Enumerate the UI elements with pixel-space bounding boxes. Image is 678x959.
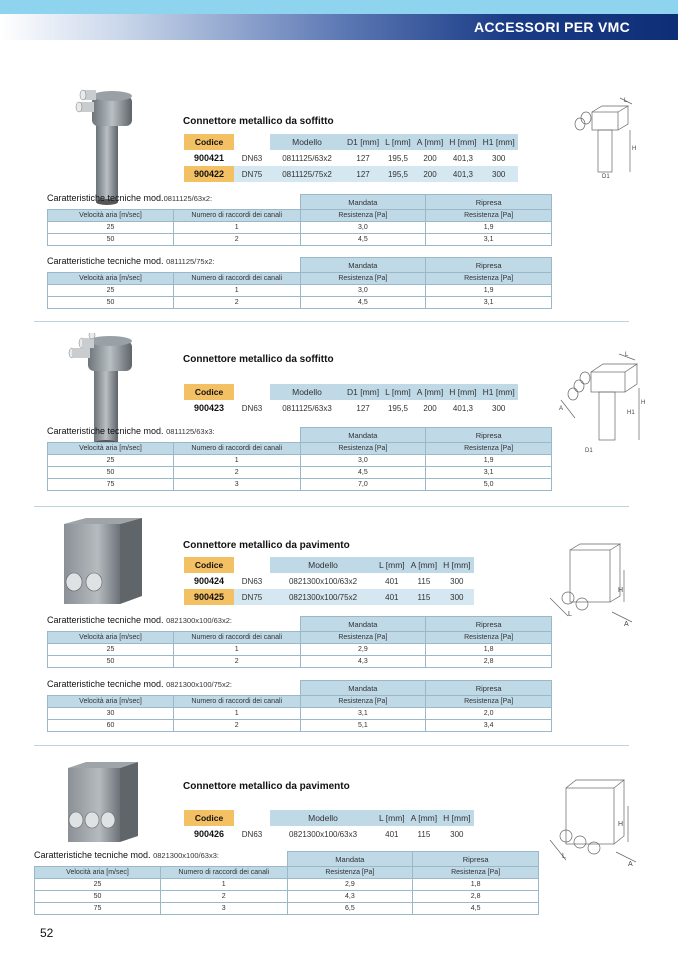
table-row <box>48 234 552 246</box>
ripresa-cell: 4,5 <box>413 903 539 915</box>
velocita-cell: 25 <box>48 285 174 297</box>
col-dn <box>234 810 270 826</box>
col-a: A [mm] <box>414 134 446 150</box>
table-row <box>184 589 474 605</box>
char-table <box>47 257 552 309</box>
mandata-cell: 6,5 <box>287 903 413 915</box>
ripresa-header: Ripresa <box>426 428 552 443</box>
table-row <box>48 297 552 309</box>
raccordi-cell: 3 <box>174 479 301 491</box>
mandata-cell: 4,3 <box>300 656 426 668</box>
ripresa-cell: 3,4 <box>426 720 552 732</box>
velocita-header: Velocità aria [m/sec] <box>48 273 174 285</box>
resistenza-header: Resistenza [Pa] <box>300 210 426 222</box>
table-row <box>48 720 552 732</box>
table-row <box>48 656 552 668</box>
char-table <box>34 851 539 915</box>
modello-cell: 0821300x100/63x3 <box>288 829 358 839</box>
mandata-header: Mandata <box>287 852 413 867</box>
ripresa-cell: 2,8 <box>413 891 539 903</box>
col-d1: D1 [mm] <box>344 134 382 150</box>
spec-table <box>184 557 474 605</box>
table-row <box>48 455 552 467</box>
resistenza-header: Resistenza [Pa] <box>413 867 539 879</box>
dn-cell: DN63 <box>241 829 263 839</box>
h1-cell: 300 <box>492 403 506 413</box>
raccordi-cell: 1 <box>174 222 301 234</box>
raccordi-cell: 2 <box>174 720 301 732</box>
mandata-cell: 3,0 <box>300 455 426 467</box>
l-cell: 401 <box>385 829 399 839</box>
char-table <box>47 194 552 246</box>
floor-connector-diagram <box>540 540 640 630</box>
mandata-cell: 4,5 <box>300 234 426 246</box>
mandata-cell: 3,0 <box>300 285 426 297</box>
modello-cell: 0811125/75x2 <box>270 166 344 182</box>
velocita-cell: 25 <box>48 644 174 656</box>
ripresa-cell: 3,1 <box>426 234 552 246</box>
modello-cell: 0821300x100/63x2 <box>288 576 358 586</box>
table-row <box>48 285 552 297</box>
velocita-cell: 75 <box>35 903 161 915</box>
col-d1: D1 [mm] <box>344 384 382 400</box>
mandata-cell: 4,5 <box>300 297 426 309</box>
dim-label-l: L <box>625 352 629 358</box>
char-table <box>47 680 552 732</box>
ceiling-connector-2-image <box>72 86 142 206</box>
ripresa-cell: 3,1 <box>426 297 552 309</box>
d1-cell: 127 <box>356 403 370 413</box>
ripresa-cell: 1,9 <box>426 285 552 297</box>
raccordi-header: Numero di raccordi dei canali <box>174 443 301 455</box>
mandata-cell: 2,9 <box>300 644 426 656</box>
col-l: L [mm] <box>382 384 414 400</box>
raccordi-cell: 2 <box>161 891 288 903</box>
resistenza-header: Resistenza [Pa] <box>426 210 552 222</box>
velocita-header: Velocità aria [m/sec] <box>35 867 161 879</box>
resistenza-header: Resistenza [Pa] <box>287 867 413 879</box>
product-title: Connettore metallico da pavimento <box>183 781 350 792</box>
raccordi-cell: 1 <box>174 644 301 656</box>
ripresa-cell: 5,0 <box>426 479 552 491</box>
ripresa-cell: 2,0 <box>426 708 552 720</box>
ripresa-header: Ripresa <box>426 258 552 273</box>
h1-cell: 300 <box>492 153 506 163</box>
spec-table <box>184 134 518 182</box>
dim-label-d1: D1 <box>602 174 610 180</box>
l-cell: 401 <box>385 576 399 586</box>
col-a: A [mm] <box>414 384 446 400</box>
resistenza-header: Resistenza [Pa] <box>426 632 552 644</box>
spec-table <box>184 384 518 416</box>
dim-label-h: H <box>618 821 624 828</box>
char-model: 0821300x100/75x2: <box>166 680 232 689</box>
ceiling-connector-diagram <box>558 94 638 180</box>
raccordi-cell: 2 <box>174 656 301 668</box>
table-row <box>35 891 539 903</box>
raccordi-cell: 1 <box>174 455 301 467</box>
raccordi-header: Numero di raccordi dei canali <box>174 632 301 644</box>
velocita-header: Velocità aria [m/sec] <box>48 696 174 708</box>
floor-connector-3-image <box>64 760 144 844</box>
col-a: A [mm] <box>408 810 440 826</box>
table-row <box>48 479 552 491</box>
mandata-header: Mandata <box>300 195 426 210</box>
dim-label-a: A <box>624 621 629 628</box>
section-divider <box>34 506 629 507</box>
velocita-header: Velocità aria [m/sec] <box>48 632 174 644</box>
section-divider <box>34 745 629 746</box>
velocita-cell: 25 <box>48 222 174 234</box>
char-model: 0821300x100/63x2: <box>166 616 232 625</box>
table-row <box>35 903 539 915</box>
dim-label-h: H <box>618 587 624 594</box>
mandata-cell: 2,9 <box>287 879 413 891</box>
char-table <box>47 616 552 668</box>
velocita-cell: 50 <box>48 656 174 668</box>
ripresa-header: Ripresa <box>426 617 552 632</box>
raccordi-cell: 2 <box>174 234 301 246</box>
codice-cell: 900425 <box>184 589 234 605</box>
mandata-cell: 4,3 <box>287 891 413 903</box>
col-modello: Modello <box>270 810 376 826</box>
table-row <box>35 879 539 891</box>
col-h1: H1 [mm] <box>480 134 518 150</box>
l-cell: 401 <box>376 589 408 605</box>
raccordi-header: Numero di raccordi dei canali <box>174 696 301 708</box>
char-label: Caratteristiche tecniche mod. <box>47 615 164 625</box>
h1-cell: 300 <box>480 166 518 182</box>
mandata-header: Mandata <box>300 258 426 273</box>
velocita-header: Velocità aria [m/sec] <box>48 443 174 455</box>
a-cell: 200 <box>423 153 437 163</box>
velocita-cell: 50 <box>48 297 174 309</box>
velocita-cell: 50 <box>48 467 174 479</box>
ripresa-header: Ripresa <box>426 681 552 696</box>
char-model: 0811125/63x3: <box>166 427 215 436</box>
a-cell: 200 <box>423 403 437 413</box>
ripresa-cell: 1,8 <box>413 879 539 891</box>
raccordi-cell: 1 <box>161 879 288 891</box>
raccordi-cell: 2 <box>174 297 301 309</box>
table-row <box>48 708 552 720</box>
char-table <box>47 427 552 491</box>
col-l: L [mm] <box>376 810 408 826</box>
l-cell: 195,5 <box>387 403 408 413</box>
dim-label-l: L <box>562 853 566 860</box>
resistenza-header: Resistenza [Pa] <box>300 273 426 285</box>
col-h: H [mm] <box>446 384 479 400</box>
col-codice: Codice <box>184 810 234 826</box>
col-codice: Codice <box>184 557 234 573</box>
mandata-header: Mandata <box>300 428 426 443</box>
raccordi-cell: 3 <box>161 903 288 915</box>
char-label: Caratteristiche tecniche mod. <box>47 193 164 203</box>
dn-cell: DN63 <box>241 576 263 586</box>
table-row <box>184 150 518 166</box>
char-label: Caratteristiche tecniche mod. <box>47 679 164 689</box>
floor-connector-3-diagram <box>544 776 640 870</box>
ripresa-cell: 1,9 <box>426 222 552 234</box>
col-h: H [mm] <box>446 134 479 150</box>
resistenza-header: Resistenza [Pa] <box>300 443 426 455</box>
resistenza-header: Resistenza [Pa] <box>426 273 552 285</box>
l-cell: 195,5 <box>387 153 408 163</box>
raccordi-header: Numero di raccordi dei canali <box>174 210 301 222</box>
a-cell: 200 <box>414 166 446 182</box>
resistenza-header: Resistenza [Pa] <box>300 632 426 644</box>
char-model: 0821300x100/63x3: <box>153 851 219 860</box>
codice-cell: 900424 <box>193 576 225 586</box>
a-cell: 115 <box>417 829 431 839</box>
resistenza-header: Resistenza [Pa] <box>426 696 552 708</box>
table-row <box>48 644 552 656</box>
col-codice: Codice <box>184 384 234 400</box>
raccordi-cell: 1 <box>174 285 301 297</box>
d1-cell: 127 <box>344 166 382 182</box>
col-h: H [mm] <box>440 557 473 573</box>
h-cell: 401,3 <box>452 403 473 413</box>
raccordi-cell: 1 <box>174 708 301 720</box>
mandata-cell: 3,1 <box>300 708 426 720</box>
h-cell: 300 <box>440 589 473 605</box>
dn-cell: DN75 <box>234 166 270 182</box>
dim-label-h: H <box>632 146 637 152</box>
ripresa-cell: 1,8 <box>426 644 552 656</box>
modello-cell: 0821300x100/75x2 <box>270 589 376 605</box>
dn-cell: DN63 <box>241 153 263 163</box>
dim-label-l: L <box>568 611 572 618</box>
h-cell: 401,3 <box>452 153 473 163</box>
dim-label-l: L <box>624 98 628 104</box>
product-title: Connettore metallico da pavimento <box>183 540 350 551</box>
raccordi-header: Numero di raccordi dei canali <box>174 273 301 285</box>
header-title: ACCESSORI PER VMC <box>473 19 630 35</box>
ceiling-connector-3-diagram <box>555 348 645 458</box>
velocita-cell: 50 <box>35 891 161 903</box>
velocita-cell: 60 <box>48 720 174 732</box>
h-cell: 300 <box>450 829 464 839</box>
ripresa-cell: 3,1 <box>426 467 552 479</box>
ripresa-cell: 1,9 <box>426 455 552 467</box>
char-label: Caratteristiche tecniche mod. <box>34 850 151 860</box>
col-dn <box>234 384 270 400</box>
mandata-cell: 4,5 <box>300 467 426 479</box>
raccordi-cell: 2 <box>174 467 301 479</box>
table-row <box>184 166 518 182</box>
codice-cell: 900422 <box>184 166 234 182</box>
raccordi-header: Numero di raccordi dei canali <box>161 867 288 879</box>
resistenza-header: Resistenza [Pa] <box>300 696 426 708</box>
product-title: Connettore metallico da soffitto <box>183 354 334 365</box>
table-row <box>184 400 518 416</box>
h-cell: 300 <box>450 576 464 586</box>
char-label: Caratteristiche tecniche mod. <box>47 256 164 266</box>
table-row <box>184 573 474 589</box>
dim-label-h: H <box>641 400 645 406</box>
top-accent-bar <box>0 0 678 14</box>
table-row <box>48 467 552 479</box>
product-title: Connettore metallico da soffitto <box>183 116 334 127</box>
mandata-header: Mandata <box>300 681 426 696</box>
char-model: 0811125/75x2: <box>166 257 215 266</box>
col-codice: Codice <box>184 134 234 150</box>
table-row <box>184 826 474 842</box>
col-modello: Modello <box>270 557 376 573</box>
d1-cell: 127 <box>356 153 370 163</box>
col-h1: H1 [mm] <box>480 384 518 400</box>
velocita-cell: 25 <box>48 455 174 467</box>
modello-cell: 0811125/63x3 <box>282 403 332 413</box>
ripresa-header: Ripresa <box>413 852 539 867</box>
page-header <box>0 14 678 40</box>
dim-label-d1: D1 <box>585 448 593 454</box>
char-model: 0811125/63x2: <box>163 194 213 203</box>
col-dn <box>234 557 270 573</box>
col-l: L [mm] <box>376 557 408 573</box>
dn-cell: DN75 <box>234 589 270 605</box>
velocita-cell: 75 <box>48 479 174 491</box>
spec-table <box>184 810 474 842</box>
col-a: A [mm] <box>408 557 440 573</box>
mandata-cell: 5,1 <box>300 720 426 732</box>
dn-cell: DN63 <box>241 403 263 413</box>
a-cell: 115 <box>417 576 431 586</box>
ripresa-header: Ripresa <box>426 195 552 210</box>
velocita-cell: 50 <box>48 234 174 246</box>
mandata-header: Mandata <box>300 617 426 632</box>
col-modello: Modello <box>270 384 344 400</box>
col-l: L [mm] <box>382 134 414 150</box>
codice-cell: 900421 <box>193 153 225 163</box>
codice-cell: 900426 <box>193 829 225 839</box>
col-h: H [mm] <box>440 810 473 826</box>
char-label: Caratteristiche tecniche mod. <box>47 426 164 436</box>
section-divider <box>34 321 629 322</box>
velocita-cell: 25 <box>35 879 161 891</box>
a-cell: 115 <box>408 589 440 605</box>
col-dn <box>234 134 270 150</box>
dim-label-h1: H1 <box>627 410 635 416</box>
velocita-header: Velocità aria [m/sec] <box>48 210 174 222</box>
ripresa-cell: 2,8 <box>426 656 552 668</box>
table-row <box>48 222 552 234</box>
dim-label-a: A <box>628 861 633 868</box>
l-cell: 195,5 <box>382 166 414 182</box>
h-cell: 401,3 <box>446 166 479 182</box>
modello-cell: 0811125/63x2 <box>282 153 332 163</box>
floor-connector-2-image <box>60 516 146 606</box>
dim-label-a: A <box>559 406 564 412</box>
mandata-cell: 7,0 <box>300 479 426 491</box>
mandata-cell: 3,0 <box>300 222 426 234</box>
resistenza-header: Resistenza [Pa] <box>426 443 552 455</box>
velocita-cell: 30 <box>48 708 174 720</box>
page-number: 52 <box>40 926 54 940</box>
col-modello: Modello <box>270 134 344 150</box>
codice-cell: 900423 <box>193 403 225 413</box>
